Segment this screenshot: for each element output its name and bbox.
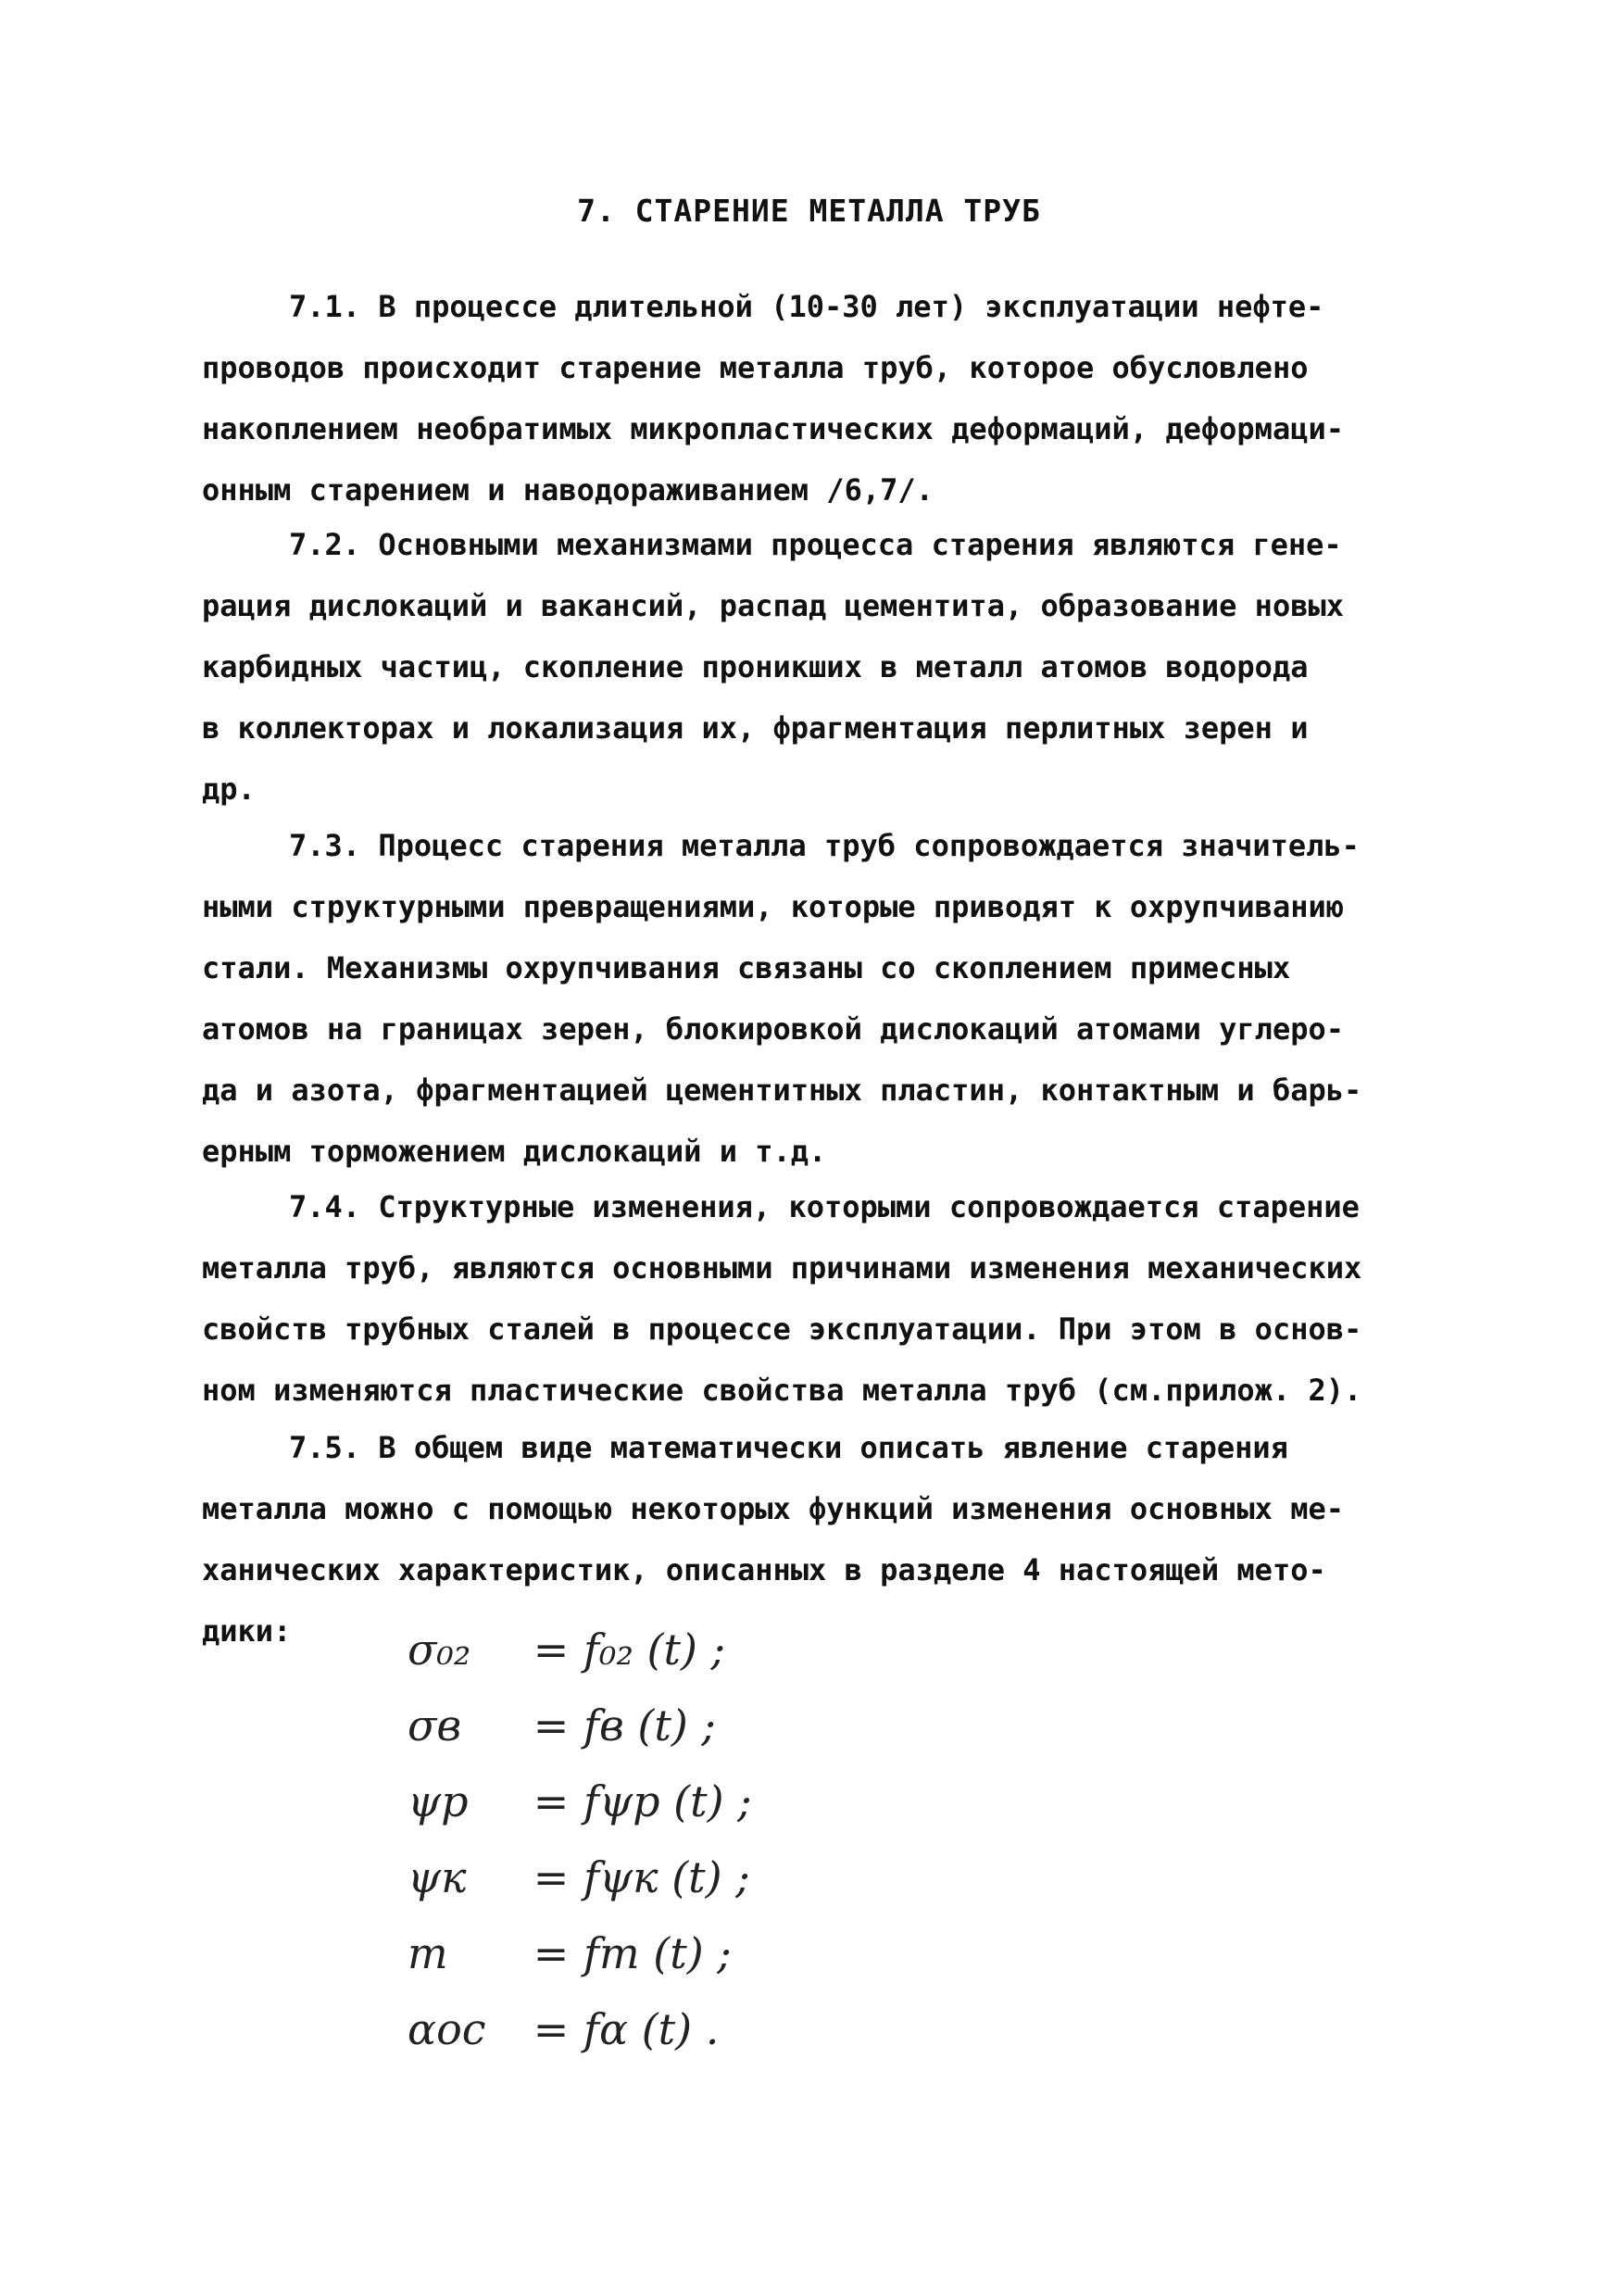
text-line: 7.3. Процесс старения металла труб сопровождается значитель-	[289, 828, 1360, 863]
text-line: онным старением и наводораживанием /6,7/.	[202, 472, 934, 508]
formula-yield-strength	[408, 1612, 963, 1687]
formula-rhs: fm (t) ;	[583, 1928, 732, 1978]
text-line: проводов происходит старение металла труб, которое обусловлено	[202, 350, 1309, 385]
formula-hardening-exponent	[408, 1915, 963, 1991]
text-line: ерным торможением дислокаций и т.д.	[202, 1134, 827, 1169]
formula-equals: =	[533, 1625, 570, 1675]
formula-final-contraction	[408, 1839, 963, 1915]
formula-tensile-strength	[408, 1687, 963, 1763]
formula-lhs: m	[408, 1928, 448, 1978]
text-line: да и азота, фрагментацией цементитных пластин, контактным и барь-	[202, 1073, 1362, 1108]
text-line: металла можно с помощью некоторых функций изменения основных ме-	[202, 1491, 1344, 1526]
formula-rhs: fв (t) ;	[583, 1700, 716, 1750]
text-line: ханических характеристик, описанных в разделе 4 настоящей мето-	[202, 1552, 1326, 1587]
formula-equals: =	[533, 1852, 570, 1902]
formula-alpha	[408, 1991, 963, 2067]
formula-equals: =	[533, 2004, 570, 2054]
text-line: др.	[202, 772, 256, 807]
formula-lhs: σв	[408, 1700, 462, 1750]
section-title: 7. СТАРЕНИЕ МЕТАЛЛА ТРУБ	[577, 193, 1041, 229]
text-line: рация дислокаций и вакансий, распад цементита, образование новых	[202, 588, 1344, 623]
paragraph-7-4	[202, 1176, 1415, 1421]
formula-lhs: ψк	[408, 1852, 467, 1902]
formula-equals: =	[533, 1928, 570, 1978]
text-line: металла труб, являются основными причинами изменения механических	[202, 1250, 1362, 1286]
text-line: карбидных частиц, скопление проникших в металл атомов водорода	[202, 649, 1309, 684]
formula-rhs: fψр (t) ;	[583, 1776, 752, 1826]
formula-rhs: fα (t) .	[583, 2004, 720, 2054]
text-line: 7.4. Структурные изменения, которыми сопровождается старение	[289, 1189, 1360, 1224]
formula-rhs: fψк (t) ;	[583, 1852, 750, 1902]
text-line: дики:	[202, 1613, 292, 1649]
formula-uniform-contraction	[408, 1763, 963, 1839]
paragraph-7-3	[202, 815, 1415, 1182]
text-line: свойств трубных сталей в процессе эксплуатации. При этом в основ-	[202, 1311, 1362, 1347]
text-line: стали. Механизмы охрупчивания связаны со скоплением примесных	[202, 950, 1291, 985]
text-line: в коллекторах и локализация их, фрагментация перлитных зерен и	[202, 710, 1309, 746]
paragraph-7-1	[202, 276, 1415, 521]
formula-lhs: αос	[408, 2004, 486, 2054]
formula-equals: =	[533, 1776, 570, 1826]
formula-lhs: σ₀₂	[408, 1625, 471, 1675]
paragraph-7-2	[202, 514, 1415, 820]
text-line: атомов на границах зерен, блокировкой дислокаций атомами углеро-	[202, 1011, 1344, 1047]
formula-lhs: ψр	[408, 1776, 469, 1826]
text-line: накоплением необратимых микропластических деформаций, деформаци-	[202, 411, 1344, 446]
formula-equals: =	[533, 1700, 570, 1750]
text-line: ными структурными превращениями, которые приводят к охрупчиванию	[202, 889, 1344, 924]
formula-rhs: f₀₂ (t) ;	[583, 1625, 726, 1675]
formula-list	[408, 1612, 963, 2067]
text-line: 7.2. Основными механизмами процесса старения являются гене-	[289, 527, 1342, 562]
text-line: 7.5. В общем виде математически описать явление старения	[289, 1430, 1288, 1465]
text-line: ном изменяются пластические свойства металла труб (см.прилож. 2).	[202, 1373, 1362, 1408]
text-line: 7.1. В процессе длительной (10-30 лет) эксплуатации нефте-	[289, 289, 1324, 324]
